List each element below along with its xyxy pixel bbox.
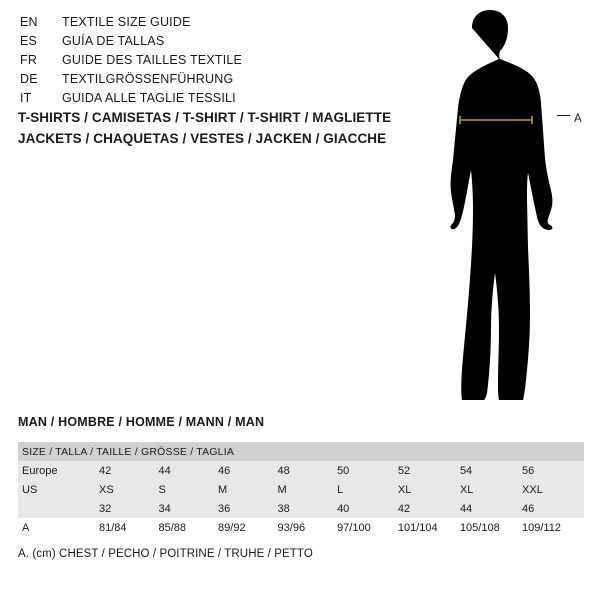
cell: 56 bbox=[522, 461, 584, 480]
cell: 105/108 bbox=[460, 518, 522, 537]
cell: 101/104 bbox=[398, 518, 460, 537]
row-label bbox=[18, 499, 99, 518]
table-row bbox=[18, 461, 584, 480]
cell: 89/92 bbox=[218, 518, 278, 537]
cell: 36 bbox=[218, 499, 278, 518]
language-row bbox=[20, 53, 370, 72]
cell: 42 bbox=[398, 499, 460, 518]
table-row bbox=[18, 480, 584, 499]
language-text: GUÍA DE TALLAS bbox=[62, 34, 165, 48]
cell: 52 bbox=[398, 461, 460, 480]
cell: 50 bbox=[337, 461, 398, 480]
cell: 81/84 bbox=[99, 518, 159, 537]
table-row bbox=[18, 518, 584, 537]
cell: 48 bbox=[278, 461, 338, 480]
language-code: FR bbox=[20, 53, 38, 67]
language-row bbox=[20, 34, 370, 53]
language-code: IT bbox=[20, 91, 32, 105]
row-label: Europe bbox=[18, 461, 99, 480]
cell: 109/112 bbox=[522, 518, 584, 537]
language-row bbox=[20, 72, 370, 91]
cell: XS bbox=[99, 480, 159, 499]
language-list bbox=[20, 15, 370, 110]
cell: 40 bbox=[337, 499, 398, 518]
language-code: DE bbox=[20, 72, 38, 86]
chest-measure-line bbox=[400, 8, 600, 408]
language-row bbox=[20, 91, 370, 110]
language-text: GUIDE DES TAILLES TEXTILE bbox=[62, 53, 243, 67]
measurement-note: A. (cm) CHEST / PECHO / POITRINE / TRUHE / PETTO bbox=[18, 548, 313, 560]
language-text: TEXTILGRÖSSENFÜHRUNG bbox=[62, 72, 234, 86]
cell: M bbox=[278, 480, 338, 499]
cell: 32 bbox=[99, 499, 159, 518]
language-text: TEXTILE SIZE GUIDE bbox=[62, 15, 191, 29]
cell: 46 bbox=[218, 461, 278, 480]
male-figure-illustration bbox=[400, 8, 600, 408]
measure-letter: A bbox=[574, 113, 582, 125]
cell: M bbox=[218, 480, 278, 499]
cell: 46 bbox=[522, 499, 584, 518]
cell: XXL bbox=[522, 480, 584, 499]
table-row bbox=[18, 499, 584, 518]
category-jackets: JACKETS / CHAQUETAS / VESTES / JACKEN / GIACCHE bbox=[18, 131, 387, 146]
category-tshirts: T-SHIRTS / CAMISETAS / T-SHIRT / T-SHIRT / MAGLIETTE bbox=[18, 110, 392, 125]
table-header-row bbox=[18, 442, 584, 461]
cell: 34 bbox=[159, 499, 219, 518]
row-label: A bbox=[18, 518, 99, 537]
language-text: GUIDA ALLE TAGLIE TESSILI bbox=[62, 91, 236, 105]
cell: 85/88 bbox=[159, 518, 219, 537]
cell: XL bbox=[398, 480, 460, 499]
row-label: US bbox=[18, 480, 99, 499]
cell: 93/96 bbox=[278, 518, 338, 537]
cell: 44 bbox=[460, 499, 522, 518]
cell: 42 bbox=[99, 461, 159, 480]
cell: 44 bbox=[159, 461, 219, 480]
dash-icon bbox=[557, 115, 570, 116]
size-table bbox=[18, 442, 584, 537]
cell: XL bbox=[460, 480, 522, 499]
cell: L bbox=[337, 480, 398, 499]
cell: 54 bbox=[460, 461, 522, 480]
measure-label-a bbox=[557, 113, 582, 125]
category-headings bbox=[18, 110, 418, 152]
section-title-man: MAN / HOMBRE / HOMME / MANN / MAN bbox=[18, 415, 265, 429]
table-header-label: SIZE / TALLA / TAILLE / GRÖSSE / TAGLIA bbox=[18, 442, 584, 461]
cell: S bbox=[159, 480, 219, 499]
cell: 97/100 bbox=[337, 518, 398, 537]
language-code: ES bbox=[20, 34, 38, 48]
language-code: EN bbox=[20, 15, 38, 29]
cell: 38 bbox=[278, 499, 338, 518]
language-row bbox=[20, 15, 370, 34]
